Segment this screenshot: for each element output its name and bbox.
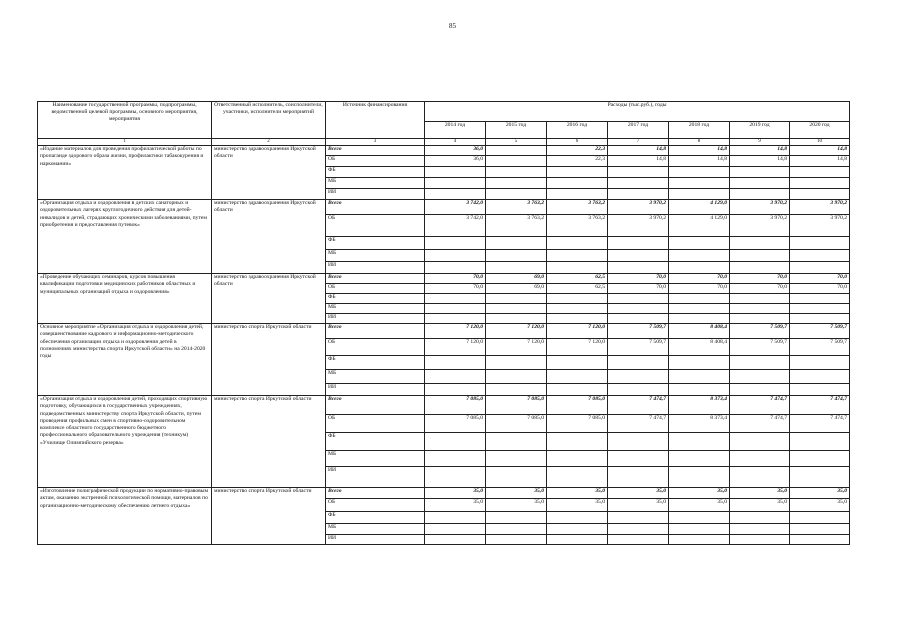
expense-value: 3 970,2 bbox=[730, 200, 790, 215]
expense-value bbox=[608, 250, 669, 262]
funding-source: ОБ bbox=[326, 156, 425, 167]
expense-value bbox=[790, 433, 850, 451]
funding-source: ФБ bbox=[326, 512, 425, 524]
expense-value bbox=[425, 250, 486, 262]
expense-value bbox=[486, 314, 547, 324]
activity-name: «Издание материалов для проведения профилактической работы по пропаганде здорового образа жизни, профилактики табакокурения и наркомании» bbox=[38, 146, 212, 200]
expense-value: 3 763,2 bbox=[547, 215, 608, 237]
expense-value: 7 120,0 bbox=[547, 339, 608, 356]
expense-value: 22,3 bbox=[547, 146, 608, 156]
expense-value: 7 509,7 bbox=[730, 339, 790, 356]
funding-source: ФБ bbox=[326, 167, 425, 178]
funding-source: МБ bbox=[326, 451, 425, 467]
budget-table bbox=[37, 101, 850, 545]
expense-value bbox=[425, 433, 486, 451]
expense-value: 3 763,2 bbox=[486, 200, 547, 215]
expense-value: 7 474,7 bbox=[730, 415, 790, 433]
table-row bbox=[38, 324, 850, 339]
expense-value: 7 474,7 bbox=[608, 415, 669, 433]
expense-value bbox=[730, 512, 790, 524]
expense-value bbox=[669, 237, 730, 250]
executor-name: министерство спорта Иркутской области bbox=[212, 488, 326, 545]
expense-value bbox=[425, 167, 486, 178]
expense-value bbox=[547, 250, 608, 262]
expense-value bbox=[608, 178, 669, 189]
expense-value bbox=[790, 262, 850, 274]
expense-value bbox=[730, 451, 790, 467]
expense-value bbox=[425, 304, 486, 314]
column-number: 4 bbox=[425, 139, 486, 146]
expense-value bbox=[486, 535, 547, 545]
expense-value: 36,0 bbox=[425, 156, 486, 167]
executor-name: министерство здравоохранения Иркутской области bbox=[212, 200, 326, 274]
expense-value bbox=[608, 167, 669, 178]
expense-value: 35,0 bbox=[669, 488, 730, 499]
expense-value: 62,5 bbox=[547, 284, 608, 294]
expense-value: 7 474,7 bbox=[790, 415, 850, 433]
funding-source: ФБ bbox=[326, 433, 425, 451]
expense-value bbox=[486, 356, 547, 370]
funding-source: ИИ bbox=[326, 189, 425, 200]
expense-value: 14,8 bbox=[730, 156, 790, 167]
expense-value: 14,8 bbox=[730, 146, 790, 156]
expense-value bbox=[730, 294, 790, 304]
expense-value: 35,0 bbox=[730, 499, 790, 512]
header-year: 2016 год bbox=[547, 122, 608, 139]
header-year: 2017 год bbox=[608, 122, 669, 139]
funding-source: ИИ bbox=[326, 384, 425, 396]
expense-value bbox=[425, 524, 486, 535]
expense-value bbox=[730, 467, 790, 488]
table-row bbox=[38, 488, 850, 499]
expense-value bbox=[486, 167, 547, 178]
funding-source: МБ bbox=[326, 370, 425, 384]
expense-value: 4 129,0 bbox=[669, 200, 730, 215]
expense-value bbox=[730, 304, 790, 314]
expense-value bbox=[608, 262, 669, 274]
header-year: 2014 год bbox=[425, 122, 486, 139]
expense-value bbox=[547, 237, 608, 250]
expense-value bbox=[547, 167, 608, 178]
expense-value bbox=[608, 524, 669, 535]
expense-value: 35,0 bbox=[730, 488, 790, 499]
header-executor: Ответственный исполнитель, соисполнители, участники, исполнители мероприятий bbox=[212, 102, 326, 139]
expense-value bbox=[730, 370, 790, 384]
expense-value bbox=[790, 314, 850, 324]
expense-value bbox=[669, 167, 730, 178]
expense-value bbox=[547, 524, 608, 535]
expense-value bbox=[547, 294, 608, 304]
activity-name: «Изготовление полиграфической продукции по нормативно-правовым актам, оказанию экстренной психологической помощи, материалов по организационно-методическому обеспечению летнего отдыха» bbox=[38, 488, 212, 545]
expense-value: 7 474,7 bbox=[790, 396, 850, 415]
expense-value: 62,5 bbox=[547, 274, 608, 284]
expense-value bbox=[669, 384, 730, 396]
expense-value bbox=[425, 356, 486, 370]
expense-value bbox=[790, 237, 850, 250]
expense-value bbox=[425, 451, 486, 467]
activity-name: «Проведение обучающих семинаров, курсов повышения квалификации подготовки медицинских работников областных и муниципальных организаций отдыха и оздоровления» bbox=[38, 274, 212, 324]
expense-value: 70,0 bbox=[790, 284, 850, 294]
expense-value: 3 970,2 bbox=[790, 200, 850, 215]
funding-source: ОБ bbox=[326, 284, 425, 294]
expense-value bbox=[669, 178, 730, 189]
expense-value bbox=[669, 467, 730, 488]
expense-value bbox=[608, 294, 669, 304]
expense-value bbox=[730, 384, 790, 396]
expense-value: 14,8 bbox=[790, 146, 850, 156]
expense-value bbox=[486, 156, 547, 167]
expense-value bbox=[425, 294, 486, 304]
funding-source: ФБ bbox=[326, 237, 425, 250]
expense-value bbox=[608, 451, 669, 467]
funding-source: ФБ bbox=[326, 294, 425, 304]
expense-value bbox=[608, 314, 669, 324]
header-year: 2019 год bbox=[730, 122, 790, 139]
expense-value: 3 742,0 bbox=[425, 200, 486, 215]
column-number: 5 bbox=[486, 139, 547, 146]
expense-value bbox=[669, 262, 730, 274]
expense-value bbox=[669, 304, 730, 314]
expense-value: 7 474,7 bbox=[608, 396, 669, 415]
expense-value bbox=[547, 451, 608, 467]
expense-value: 3 970,2 bbox=[608, 215, 669, 237]
expense-value bbox=[425, 262, 486, 274]
expense-value bbox=[425, 384, 486, 396]
expense-value bbox=[790, 189, 850, 200]
expense-value: 14,8 bbox=[669, 146, 730, 156]
expense-value: 8 373,4 bbox=[669, 415, 730, 433]
expense-value: 7 509,7 bbox=[608, 324, 669, 339]
expense-value: 14,8 bbox=[608, 156, 669, 167]
expense-value: 35,0 bbox=[486, 488, 547, 499]
expense-value: 70,0 bbox=[425, 274, 486, 284]
expense-value: 35,0 bbox=[425, 499, 486, 512]
expense-value: 70,0 bbox=[730, 284, 790, 294]
expense-value: 8 408,4 bbox=[669, 339, 730, 356]
expense-value bbox=[425, 512, 486, 524]
expense-value bbox=[486, 294, 547, 304]
expense-value bbox=[730, 178, 790, 189]
expense-value bbox=[790, 535, 850, 545]
expense-value: 70,0 bbox=[669, 284, 730, 294]
activity-name: «Организация отдыха и оздоровления в детских санаторных и оздоровительных лагерях круглогодичного действия для детей-инвалидов и детей, страдающих хроническими заболеваниями, путем приобретения и предоставления путевок» bbox=[38, 200, 212, 274]
expense-value bbox=[547, 467, 608, 488]
expense-value: 7 120,0 bbox=[547, 324, 608, 339]
expense-value bbox=[486, 433, 547, 451]
expense-value: 7 085,0 bbox=[486, 396, 547, 415]
table-row bbox=[38, 274, 850, 284]
funding-source: Всего bbox=[326, 274, 425, 284]
funding-source: ИИ bbox=[326, 262, 425, 274]
expense-value: 7 085,0 bbox=[547, 415, 608, 433]
expense-value bbox=[486, 384, 547, 396]
expense-value: 70,0 bbox=[425, 284, 486, 294]
expense-value bbox=[547, 535, 608, 545]
expense-value bbox=[790, 178, 850, 189]
expense-value bbox=[730, 356, 790, 370]
expense-value bbox=[669, 314, 730, 324]
expense-value bbox=[425, 370, 486, 384]
funding-source: МБ bbox=[326, 524, 425, 535]
expense-value bbox=[790, 294, 850, 304]
expense-value bbox=[547, 384, 608, 396]
expense-value bbox=[425, 314, 486, 324]
expense-value bbox=[669, 250, 730, 262]
table-row bbox=[38, 146, 850, 156]
column-number: 2 bbox=[212, 139, 326, 146]
column-number: 7 bbox=[608, 139, 669, 146]
funding-source: Всего bbox=[326, 488, 425, 499]
expense-value bbox=[730, 314, 790, 324]
expense-value: 70,0 bbox=[730, 274, 790, 284]
expense-value: 35,0 bbox=[790, 499, 850, 512]
expense-value bbox=[425, 535, 486, 545]
expense-value: 7 509,7 bbox=[790, 339, 850, 356]
expense-value bbox=[730, 167, 790, 178]
expense-value bbox=[608, 304, 669, 314]
expense-value: 7 120,0 bbox=[425, 339, 486, 356]
table-row bbox=[38, 396, 850, 415]
expense-value: 7 509,7 bbox=[730, 324, 790, 339]
expense-value bbox=[486, 370, 547, 384]
funding-source: Всего bbox=[326, 200, 425, 215]
expense-value: 7 085,0 bbox=[547, 396, 608, 415]
expense-value: 35,0 bbox=[608, 499, 669, 512]
expense-value bbox=[425, 467, 486, 488]
funding-source: МБ bbox=[326, 178, 425, 189]
column-number: 6 bbox=[547, 139, 608, 146]
column-number: 10 bbox=[790, 139, 850, 146]
expense-value bbox=[547, 356, 608, 370]
expense-value bbox=[486, 304, 547, 314]
funding-source: МБ bbox=[326, 250, 425, 262]
expense-value: 35,0 bbox=[486, 499, 547, 512]
funding-source: ФБ bbox=[326, 356, 425, 370]
expense-value bbox=[669, 451, 730, 467]
expense-value: 7 085,0 bbox=[486, 415, 547, 433]
executor-name: министерство здравоохранения Иркутской области bbox=[212, 146, 326, 200]
expense-value bbox=[547, 262, 608, 274]
expense-value bbox=[790, 304, 850, 314]
expense-value bbox=[608, 384, 669, 396]
expense-value bbox=[486, 512, 547, 524]
funding-source: ОБ bbox=[326, 215, 425, 237]
column-number: 8 bbox=[669, 139, 730, 146]
expense-value bbox=[608, 356, 669, 370]
expense-value bbox=[425, 237, 486, 250]
expense-value: 3 763,2 bbox=[486, 215, 547, 237]
header-source: Источник финансирования bbox=[326, 102, 425, 139]
expense-value bbox=[486, 237, 547, 250]
expense-value: 3 970,2 bbox=[790, 215, 850, 237]
column-number: 1 bbox=[38, 139, 212, 146]
expense-value bbox=[547, 370, 608, 384]
expense-value bbox=[790, 356, 850, 370]
funding-source: ИИ bbox=[326, 535, 425, 545]
expense-value: 7 509,7 bbox=[608, 339, 669, 356]
expense-value bbox=[547, 314, 608, 324]
expense-value bbox=[730, 535, 790, 545]
activity-name: Основное мероприятие «Организация отдыха и оздоровления детей, совершенствование кадрового и информационно-методического обеспечения организации отдыха и оздоровления детей в полномочиях министерства спорта Иркутской области» на 2014-2020 годы bbox=[38, 324, 212, 396]
funding-source: Всего bbox=[326, 146, 425, 156]
expense-value bbox=[790, 370, 850, 384]
expense-value bbox=[608, 433, 669, 451]
expense-value bbox=[608, 189, 669, 200]
expense-value bbox=[486, 146, 547, 156]
expense-value: 22,3 bbox=[547, 156, 608, 167]
expense-value bbox=[730, 237, 790, 250]
expense-value: 69,0 bbox=[486, 284, 547, 294]
expense-value bbox=[669, 189, 730, 200]
column-number: 3 bbox=[326, 139, 425, 146]
header-year: 2018 год bbox=[669, 122, 730, 139]
expense-value bbox=[790, 167, 850, 178]
expense-value bbox=[547, 178, 608, 189]
expense-value bbox=[425, 178, 486, 189]
funding-source: ИИ bbox=[326, 467, 425, 488]
expense-value: 70,0 bbox=[669, 274, 730, 284]
expense-value bbox=[547, 304, 608, 314]
funding-source: Всего bbox=[326, 396, 425, 415]
funding-source: ИИ bbox=[326, 314, 425, 324]
expense-value: 35,0 bbox=[608, 488, 669, 499]
expense-value bbox=[669, 294, 730, 304]
expense-value: 70,0 bbox=[608, 284, 669, 294]
expense-value: 70,0 bbox=[608, 274, 669, 284]
expense-value bbox=[730, 250, 790, 262]
expense-value bbox=[790, 250, 850, 262]
column-numbers-row bbox=[38, 139, 850, 146]
expense-value: 35,0 bbox=[669, 499, 730, 512]
expense-value: 7 120,0 bbox=[425, 324, 486, 339]
expense-value: 35,0 bbox=[547, 488, 608, 499]
expense-value: 7 085,0 bbox=[425, 415, 486, 433]
expense-value bbox=[730, 189, 790, 200]
expense-value: 8 373,4 bbox=[669, 396, 730, 415]
executor-name: министерство спорта Иркутской области bbox=[212, 396, 326, 488]
expense-value bbox=[669, 433, 730, 451]
expense-value bbox=[669, 370, 730, 384]
header-year: 2020 год bbox=[790, 122, 850, 139]
expense-value bbox=[486, 467, 547, 488]
expense-value: 36,0 bbox=[425, 146, 486, 156]
funding-source: ОБ bbox=[326, 499, 425, 512]
expense-value bbox=[669, 512, 730, 524]
expense-value: 14,8 bbox=[790, 156, 850, 167]
expense-value bbox=[730, 262, 790, 274]
expense-value bbox=[730, 433, 790, 451]
expense-value: 3 970,2 bbox=[730, 215, 790, 237]
expense-value bbox=[547, 189, 608, 200]
expense-value: 3 763,2 bbox=[547, 200, 608, 215]
executor-name: министерство здравоохранения Иркутской области bbox=[212, 274, 326, 324]
header-expenses: Расходы (тыс.руб.), годы bbox=[425, 102, 850, 122]
expense-value bbox=[608, 237, 669, 250]
expense-value bbox=[486, 451, 547, 467]
expense-value bbox=[486, 262, 547, 274]
expense-value: 3 742,0 bbox=[425, 215, 486, 237]
expense-value: 69,0 bbox=[486, 274, 547, 284]
expense-value: 35,0 bbox=[790, 488, 850, 499]
expense-value: 7 120,0 bbox=[486, 324, 547, 339]
expense-value: 35,0 bbox=[547, 499, 608, 512]
expense-value bbox=[790, 384, 850, 396]
expense-value bbox=[669, 524, 730, 535]
column-number: 9 bbox=[730, 139, 790, 146]
funding-source: МБ bbox=[326, 304, 425, 314]
expense-value bbox=[669, 535, 730, 545]
expense-value: 35,0 bbox=[425, 488, 486, 499]
expense-value bbox=[790, 467, 850, 488]
expense-value bbox=[669, 356, 730, 370]
expense-value bbox=[790, 451, 850, 467]
expense-value: 14,8 bbox=[669, 156, 730, 167]
activity-name: «Организация отдыха и оздоровления детей, проходящих спортивную подготовку, обучающихся в государственных учреждениях, подведомственных министерству спорта Иркутской области, путем проведения профильных смен в спортивно-оздоровительном комплексе областного государственного бюджетного профессионального образовательного учреждения (техникум) «Училище Олимпийского резерва» bbox=[38, 396, 212, 488]
expense-value bbox=[486, 189, 547, 200]
expense-value bbox=[608, 467, 669, 488]
expense-value bbox=[486, 178, 547, 189]
expense-value bbox=[608, 512, 669, 524]
expense-value bbox=[486, 250, 547, 262]
funding-source: Всего bbox=[326, 324, 425, 339]
page-number: 85 bbox=[449, 22, 456, 30]
expense-value bbox=[547, 512, 608, 524]
expense-value: 70,0 bbox=[790, 274, 850, 284]
expense-value: 7 509,7 bbox=[790, 324, 850, 339]
header-name: Наименование государственной программы, подпрограммы, ведомственной целевой программы, основного мероприятия, мероприятия bbox=[38, 102, 212, 139]
expense-value: 8 408,4 bbox=[669, 324, 730, 339]
expense-value bbox=[730, 524, 790, 535]
expense-value: 7 120,0 bbox=[486, 339, 547, 356]
table-body bbox=[38, 146, 850, 545]
expense-value bbox=[608, 370, 669, 384]
executor-name: министерство спорта Иркутской области bbox=[212, 324, 326, 396]
expense-value bbox=[608, 535, 669, 545]
expense-value: 7 474,7 bbox=[730, 396, 790, 415]
expense-value bbox=[425, 189, 486, 200]
expense-value bbox=[547, 433, 608, 451]
expense-value bbox=[790, 512, 850, 524]
expense-value: 4 129,0 bbox=[669, 215, 730, 237]
funding-source: ОБ bbox=[326, 415, 425, 433]
expense-value bbox=[790, 524, 850, 535]
expense-value: 3 970,2 bbox=[608, 200, 669, 215]
table-row bbox=[38, 200, 850, 215]
funding-source: ОБ bbox=[326, 339, 425, 356]
expense-value: 7 085,0 bbox=[425, 396, 486, 415]
expense-value: 14,8 bbox=[608, 146, 669, 156]
expense-value bbox=[486, 524, 547, 535]
header-year: 2015 год bbox=[486, 122, 547, 139]
